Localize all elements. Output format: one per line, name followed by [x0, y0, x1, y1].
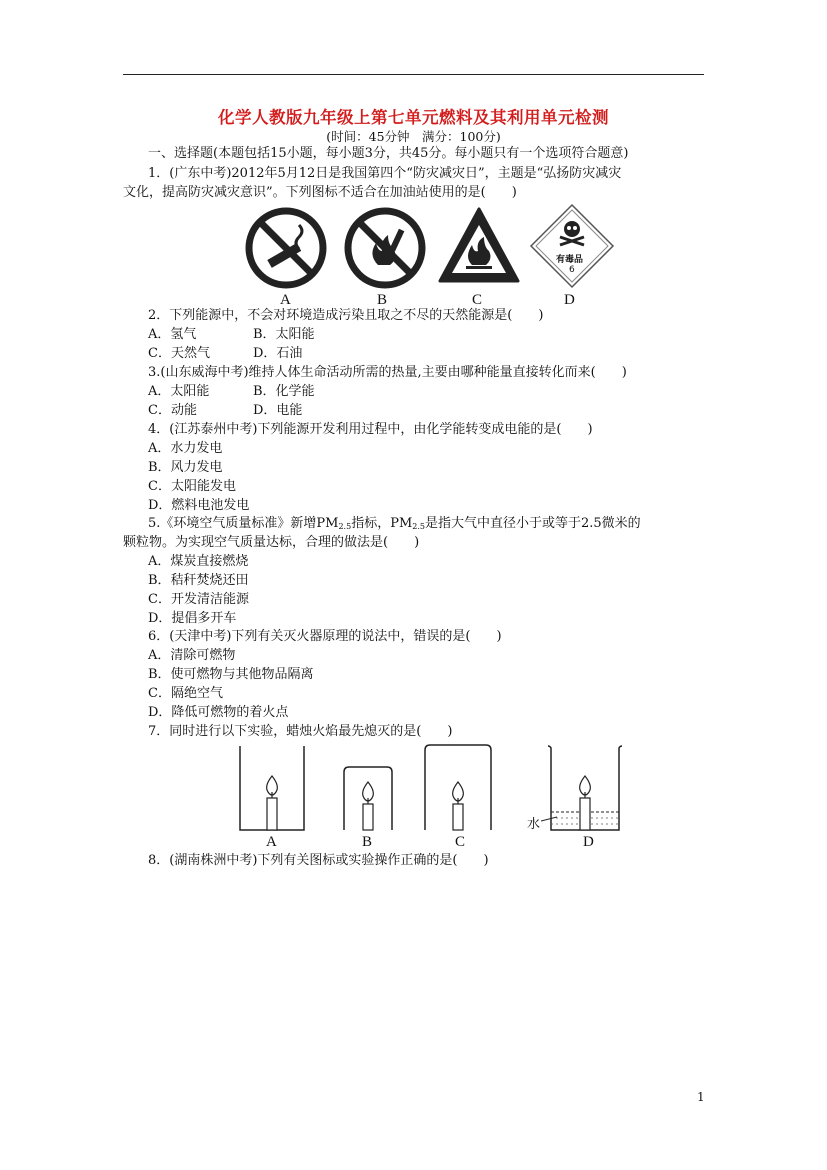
q7-label-d: D	[583, 834, 594, 850]
q6-option-d: D．降低可燃物的着火点	[148, 705, 289, 720]
q5-stem-post: 是指大气中直径小于或等于2.5微米的	[425, 516, 641, 531]
q4-option-a: A．水力发电	[148, 441, 223, 456]
no-smoking-sign-icon	[245, 207, 327, 289]
q3-option-b: B．化学能	[253, 384, 315, 399]
q5-option-b: B．秸秆焚烧还田	[148, 573, 249, 588]
q1-label-a: A	[280, 292, 291, 308]
q5-stem-pre: 5.《环境空气质量标准》新增PM	[148, 516, 339, 531]
toxic-sign-text: 有毒品	[556, 255, 584, 265]
q2-options-row1	[148, 327, 315, 343]
q5-pm-subscript-2: 2.5	[412, 522, 425, 531]
q3-option-d: D．电能	[253, 403, 303, 418]
q6-stem: 6．(天津中考)下列有关灭火器原理的说法中，错误的是( )	[148, 629, 502, 644]
q5-option-d: D．提倡多开车	[148, 611, 237, 626]
q5-option-a: A．煤炭直接燃烧	[148, 554, 249, 569]
q7-label-b: B	[362, 834, 373, 850]
q4-stem: 4．(江苏泰州中考)下列能源开发利用过程中，由化学能转变成电能的是( )	[148, 422, 593, 437]
page-number: 1	[697, 1090, 705, 1104]
q5-stem-line1	[148, 516, 641, 535]
beaker-c-candle-icon	[421, 742, 495, 834]
q2-option-a: A．氢气	[148, 327, 197, 342]
q7-stem: 7．同时进行以下实验，蜡烛火焰最先熄灭的是( )	[148, 724, 453, 739]
q7-label-a: A	[266, 834, 277, 850]
q4-option-b: B．风力发电	[148, 460, 223, 475]
q6-option-b: B．使可燃物与其他物品隔离	[148, 667, 314, 682]
beaker-a-candle-icon	[236, 742, 308, 834]
q2-option-b: B．太阳能	[253, 327, 315, 342]
q1-label-b: B	[377, 292, 388, 308]
q3-options-row1	[148, 384, 315, 400]
section-header: 一、选择题(本题包括15小题，每小题3分，共45分。每小题只有一个选项符合题意)	[148, 146, 629, 161]
q1-stem-line2: 文化，提高防灾减灾意识”。下列图标不适合在加油站使用的是( )	[123, 185, 517, 200]
water-pointer-line-icon	[541, 815, 557, 825]
q2-option-c: C．天然气	[148, 346, 210, 361]
page-subtitle: (时间：45分钟 满分：100分)	[326, 129, 501, 144]
q1-stem-line1: 1．(广东中考)2012年5月12日是我国第四个“防灾减灾日”，主题是“弘扬防灾减灾	[148, 166, 622, 181]
q4-option-d: D．燃料电池发电	[148, 498, 250, 513]
q2-stem: 2．下列能源中，不会对环境造成污染且取之不尽的天然能源是( )	[148, 308, 544, 323]
q5-option-c: C．开发清洁能源	[148, 592, 249, 607]
q5-stem-mid: 指标，PM	[351, 516, 413, 531]
beaker-b-candle-icon	[340, 764, 396, 834]
header-rule	[123, 74, 704, 75]
q4-option-c: C．太阳能发电	[148, 479, 236, 494]
q3-options-row2	[148, 403, 302, 419]
q1-label-d: D	[564, 292, 575, 308]
toxic-hazard-icon	[529, 203, 615, 289]
q7-label-c: C	[455, 834, 466, 850]
page-title: 化学人教版九年级上第七单元燃料及其利用单元检测	[218, 108, 609, 127]
water-label: 水	[527, 817, 541, 832]
q6-option-a: A．清除可燃物	[148, 648, 236, 663]
q2-options-row2	[148, 346, 302, 362]
flammable-warning-icon	[436, 205, 522, 287]
q5-stem-line2: 颗粒物。为实现空气质量达标，合理的做法是( )	[123, 535, 420, 550]
q5-pm-subscript: 2.5	[338, 522, 352, 531]
no-fire-sign-icon	[344, 207, 426, 289]
q1-label-c: C	[472, 292, 483, 308]
q2-option-d: D．石油	[253, 346, 303, 361]
q6-option-c: C．隔绝空气	[148, 686, 223, 701]
toxic-sign-number: 6	[569, 265, 575, 275]
q3-stem: 3.(山东威海中考)维持人体生命活动所需的热量,主要由哪种能量直接转化而来( )	[148, 365, 627, 380]
q8-stem: 8．(湖南株洲中考)下列有关图标或实验操作正确的是( )	[148, 853, 489, 868]
beaker-d-candle-water-icon	[546, 742, 624, 834]
q3-option-c: C．动能	[148, 403, 197, 418]
q3-option-a: A．太阳能	[148, 384, 210, 399]
